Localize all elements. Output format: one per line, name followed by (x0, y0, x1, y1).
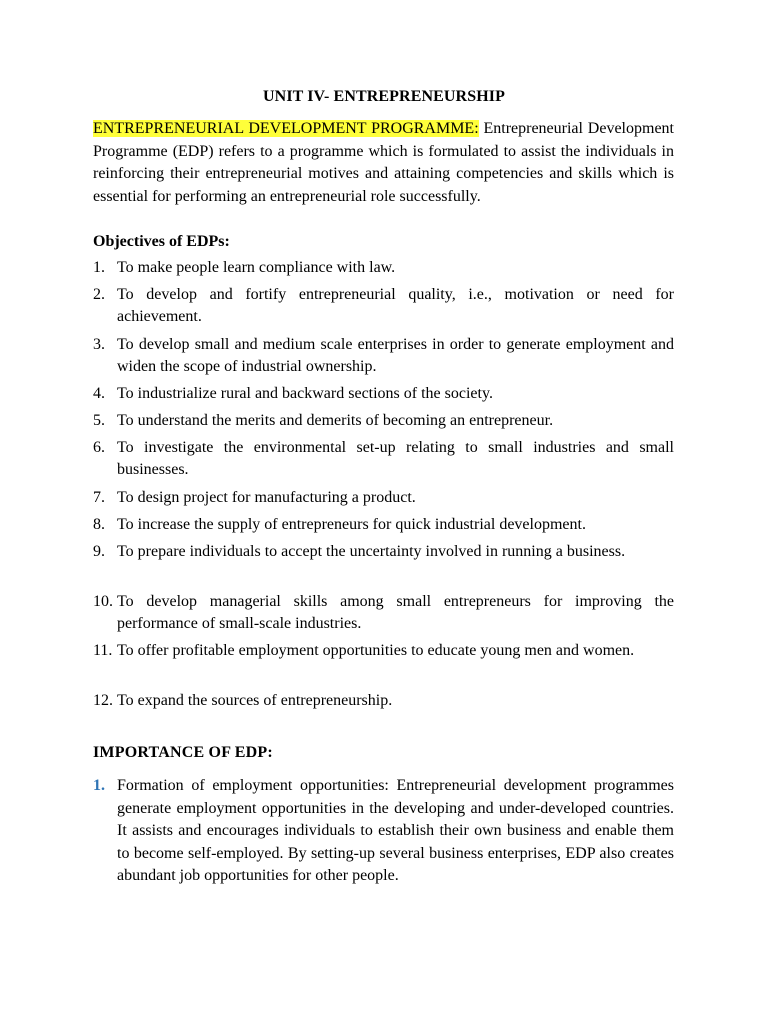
list-item-number: 4. (93, 385, 105, 402)
list-item (93, 541, 674, 563)
list-item-number: 9. (93, 543, 105, 560)
list-item (93, 383, 674, 405)
edp-highlighted-term: ENTREPRENEURIAL DEVELOPMENT PROGRAMME: (93, 120, 479, 137)
list-item (93, 514, 674, 536)
list-item-number: 8. (93, 516, 105, 533)
list-item-text: To understand the merits and demerits of becoming an entrepreneur. (117, 412, 554, 429)
list-item-text: To expand the sources of entrepreneurship. (117, 692, 393, 709)
list-item (93, 690, 674, 712)
list-item-text: To offer profitable employment opportunities to educate young men and women. (117, 642, 635, 659)
list-item (93, 410, 674, 432)
list-item-number: 7. (93, 489, 105, 506)
list-item-text: To industrialize rural and backward sections of the society. (117, 385, 493, 402)
importance-item-number: 1. (93, 777, 105, 794)
list-item-number: 12. (93, 692, 113, 709)
list-item (93, 487, 674, 509)
list-item-number: 5. (93, 412, 105, 429)
edp-definition-paragraph (93, 118, 674, 208)
unit-title: UNIT IV- ENTREPRENEURSHIP (263, 88, 505, 105)
list-item (93, 334, 674, 378)
list-item-text: To investigate the environmental set-up relating to small industries and small businesses. (117, 439, 674, 478)
list-item-text: To prepare individuals to accept the uncertainty involved in running a business. (117, 543, 626, 560)
list-item (93, 640, 674, 662)
list-item-number: 2. (93, 286, 105, 303)
importance-heading: IMPORTANCE OF EDP: (93, 744, 273, 761)
list-item-text: To develop small and medium scale enterprises in order to generate employment and widen the scope of industrial ownership. (117, 336, 674, 375)
edp-definition-text: Entrepreneurial Development Programme (EDP) refers to a programme which is formulated to assist the individuals in reinforcing their entrepreneurial motives and attaining competencies and skills which is essential for performing an entrepreneurial role successfully. (93, 120, 674, 205)
list-item-number: 10. (93, 593, 113, 610)
list-item-number: 1. (93, 259, 105, 276)
list-item-number: 6. (93, 439, 105, 456)
list-item-text: To develop managerial skills among small entrepreneurs for improving the performance of small-scale industries. (117, 593, 674, 632)
list-item-text: To design project for manufacturing a product. (117, 489, 416, 506)
list-item (93, 591, 674, 635)
list-item (93, 257, 674, 279)
list-item-text: To increase the supply of entrepreneurs for quick industrial development. (117, 516, 586, 533)
list-item-number: 11. (93, 642, 113, 659)
list-item (93, 437, 674, 481)
importance-item-text: Formation of employment opportunities: Entrepreneurial development programmes generate employment opportunities in the developing and under-developed countries. It assists and encourages individuals to establish their own business and enable them to become self-employed. By setting-up several business enterprises, EDP also creates abundant job opportunities for other people. (117, 777, 674, 885)
list-item-number: 3. (93, 336, 105, 353)
importance-list-item (93, 775, 674, 888)
objectives-heading: Objectives of EDPs: (93, 233, 230, 250)
list-item (93, 284, 674, 328)
list-item-text: To make people learn compliance with law. (117, 259, 396, 276)
list-item-text: To develop and fortify entrepreneurial quality, i.e., motivation or need for achievement. (117, 286, 674, 325)
